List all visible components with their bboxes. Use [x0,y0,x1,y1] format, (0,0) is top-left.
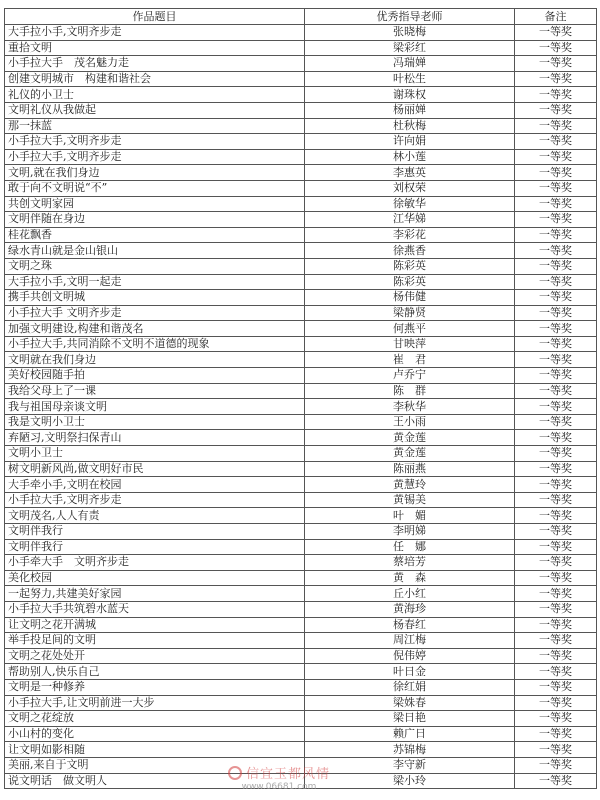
work-title-cell: 弃陋习,文明祭扫保青山 [5,430,305,446]
work-title-cell: 文明伴我行 [5,524,305,540]
work-title-cell: 美好校园随手拍 [5,368,305,384]
note-cell: 一等奖 [515,196,597,212]
work-title-cell: 文明是一种修养 [5,679,305,695]
note-cell: 一等奖 [515,492,597,508]
work-title-cell: 文明礼仪从我做起 [5,102,305,118]
header-teacher: 优秀指导老师 [305,9,515,25]
note-cell: 一等奖 [515,679,597,695]
note-cell: 一等奖 [515,570,597,586]
note-cell: 一等奖 [515,149,597,165]
teacher-cell: 刘权荣 [305,180,515,196]
table-row [5,757,597,773]
teacher-cell: 蔡培芳 [305,555,515,571]
teacher-cell: 徐燕香 [305,243,515,259]
note-cell: 一等奖 [515,134,597,150]
note-cell: 一等奖 [515,601,597,617]
work-title-cell: 举手投足间的文明 [5,633,305,649]
note-cell: 一等奖 [515,586,597,602]
note-cell: 一等奖 [515,711,597,727]
header-row [5,9,597,25]
note-cell: 一等奖 [515,446,597,462]
teacher-cell: 苏锦梅 [305,742,515,758]
table-row [5,368,597,384]
work-title-cell: 说文明话 做文明人 [5,773,305,789]
note-cell: 一等奖 [515,508,597,524]
work-title-cell: 小手拉大手 文明齐步走 [5,305,305,321]
table-row [5,539,597,555]
teacher-cell: 李彩花 [305,227,515,243]
header-title: 作品题目 [5,9,305,25]
work-title-cell: 我给父母上了一课 [5,383,305,399]
table-row [5,165,597,181]
teacher-cell: 黄金莲 [305,446,515,462]
note-cell: 一等奖 [515,399,597,415]
table-row [5,726,597,742]
note-cell: 一等奖 [515,477,597,493]
work-title-cell: 加强文明建设,构建和谐茂名 [5,321,305,337]
table-row [5,617,597,633]
watermark-url: www.06681.com [241,782,317,792]
teacher-cell: 赖广日 [305,726,515,742]
table-row [5,87,597,103]
work-title-cell: 小山村的变化 [5,726,305,742]
teacher-cell: 黄 森 [305,570,515,586]
teacher-cell: 林小莲 [305,149,515,165]
work-title-cell: 礼仪的小卫士 [5,87,305,103]
table-row [5,25,597,41]
table-row [5,711,597,727]
teacher-cell: 倪伟婷 [305,648,515,664]
note-cell: 一等奖 [515,336,597,352]
table-row [5,601,597,617]
work-title-cell: 文明伴随在身边 [5,212,305,228]
work-title-cell: 美丽,来自于文明 [5,757,305,773]
teacher-cell: 任 娜 [305,539,515,555]
note-cell: 一等奖 [515,274,597,290]
teacher-cell: 梁小玲 [305,773,515,789]
work-title-cell: 小手牵大手 文明齐步走 [5,555,305,571]
note-cell: 一等奖 [515,368,597,384]
work-title-cell: 那一抹蓝 [5,118,305,134]
note-cell: 一等奖 [515,305,597,321]
table-row [5,679,597,695]
work-title-cell: 重拾文明 [5,40,305,56]
table-row [5,773,597,789]
teacher-cell: 杨春红 [305,617,515,633]
teacher-cell: 梁静贤 [305,305,515,321]
work-title-cell: 共创文明家园 [5,196,305,212]
table-row [5,149,597,165]
teacher-cell: 叶 媚 [305,508,515,524]
teacher-cell: 张晓梅 [305,25,515,41]
teacher-cell: 叶松生 [305,71,515,87]
note-cell: 一等奖 [515,633,597,649]
work-title-cell: 小手拉大手,文明齐步走 [5,134,305,150]
teacher-cell: 黄金莲 [305,430,515,446]
teacher-cell: 崔 君 [305,352,515,368]
note-cell: 一等奖 [515,87,597,103]
work-title-cell: 帮助别人,快乐自己 [5,664,305,680]
work-title-cell: 敢于向不文明说“不” [5,180,305,196]
award-sheet [4,8,596,789]
note-cell: 一等奖 [515,757,597,773]
note-cell: 一等奖 [515,648,597,664]
table-row [5,430,597,446]
work-title-cell: 文明,就在我们身边 [5,165,305,181]
work-title-cell: 文明之珠 [5,258,305,274]
note-cell: 一等奖 [515,290,597,306]
teacher-cell: 黄海珍 [305,601,515,617]
note-cell: 一等奖 [515,212,597,228]
table-row [5,383,597,399]
note-cell: 一等奖 [515,165,597,181]
note-cell: 一等奖 [515,383,597,399]
table-row [5,212,597,228]
header-note: 备注 [515,9,597,25]
teacher-cell: 黄慧玲 [305,477,515,493]
note-cell: 一等奖 [515,102,597,118]
note-cell: 一等奖 [515,71,597,87]
table-row [5,40,597,56]
teacher-cell: 丘小红 [305,586,515,602]
table-row [5,664,597,680]
table-row [5,290,597,306]
teacher-cell: 徐红娟 [305,679,515,695]
work-title-cell: 文明茂名,人人有责 [5,508,305,524]
watermark-text: 信宜玉都风情 [246,767,331,782]
teacher-cell: 甘映萍 [305,336,515,352]
teacher-cell: 何燕平 [305,321,515,337]
work-title-cell: 小手拉大手,共同消除不文明不道德的现象 [5,336,305,352]
table-row [5,274,597,290]
table-row [5,570,597,586]
teacher-cell: 冯瑞婵 [305,56,515,72]
table-row [5,508,597,524]
work-title-cell: 我与祖国母亲谈文明 [5,399,305,415]
work-title-cell: 文明就在我们身边 [5,352,305,368]
work-title-cell: 文明之花绽放 [5,711,305,727]
teacher-cell: 李明娣 [305,524,515,540]
teacher-cell: 梁姝春 [305,695,515,711]
teacher-cell: 杜秋梅 [305,118,515,134]
work-title-cell: 绿水青山就是金山银山 [5,243,305,259]
table-row [5,524,597,540]
table-row [5,586,597,602]
note-cell: 一等奖 [515,773,597,789]
note-cell: 一等奖 [515,227,597,243]
table-row [5,492,597,508]
note-cell: 一等奖 [515,617,597,633]
work-title-cell: 文明之花处处开 [5,648,305,664]
work-title-cell: 携手共创文明城 [5,290,305,306]
teacher-cell: 叶日金 [305,664,515,680]
note-cell: 一等奖 [515,664,597,680]
table-row [5,742,597,758]
work-title-cell: 一起努力,共建美好家园 [5,586,305,602]
table-row [5,352,597,368]
table-row [5,180,597,196]
note-cell: 一等奖 [515,539,597,555]
note-cell: 一等奖 [515,25,597,41]
work-title-cell: 文明小卫士 [5,446,305,462]
note-cell: 一等奖 [515,726,597,742]
table-row [5,243,597,259]
note-cell: 一等奖 [515,243,597,259]
table-row [5,321,597,337]
work-title-cell: 我是文明小卫士 [5,414,305,430]
work-title-cell: 让文明如影相随 [5,742,305,758]
work-title-cell: 小手拉大手,让文明前进一大步 [5,695,305,711]
teacher-cell: 黄锡美 [305,492,515,508]
note-cell: 一等奖 [515,118,597,134]
work-title-cell: 大手牵小手,文明在校园 [5,477,305,493]
work-title-cell: 大手拉小手,文明齐步走 [5,25,305,41]
teacher-cell: 周江梅 [305,633,515,649]
table-row [5,134,597,150]
note-cell: 一等奖 [515,40,597,56]
teacher-cell: 李秋华 [305,399,515,415]
teacher-cell: 梁日艳 [305,711,515,727]
work-title-cell: 小手拉大手,文明齐步走 [5,149,305,165]
work-title-cell: 创建文明城市 构建和谐社会 [5,71,305,87]
table-row [5,258,597,274]
work-title-cell: 文明伴我行 [5,539,305,555]
table-row [5,461,597,477]
note-cell: 一等奖 [515,352,597,368]
teacher-cell: 陈丽燕 [305,461,515,477]
table-row [5,633,597,649]
teacher-cell: 谢珠权 [305,87,515,103]
table-row [5,305,597,321]
note-cell: 一等奖 [515,524,597,540]
teacher-cell: 王小雨 [305,414,515,430]
teacher-cell: 江华娣 [305,212,515,228]
teacher-cell: 徐敏华 [305,196,515,212]
note-cell: 一等奖 [515,321,597,337]
work-title-cell: 让文明之花开满城 [5,617,305,633]
table-row [5,336,597,352]
work-title-cell: 小手拉大手共筑碧水蓝天 [5,601,305,617]
work-title-cell: 小手拉大手,文明齐步走 [5,492,305,508]
note-cell: 一等奖 [515,695,597,711]
table-row [5,477,597,493]
table-row [5,196,597,212]
table-row [5,227,597,243]
teacher-cell: 许向娟 [305,134,515,150]
table-row [5,446,597,462]
note-cell: 一等奖 [515,461,597,477]
work-title-cell: 大手拉小手,文明一起走 [5,274,305,290]
table-row [5,102,597,118]
note-cell: 一等奖 [515,555,597,571]
work-title-cell: 美化校园 [5,570,305,586]
table-row [5,555,597,571]
teacher-cell: 杨伟健 [305,290,515,306]
table-row [5,648,597,664]
note-cell: 一等奖 [515,56,597,72]
note-cell: 一等奖 [515,180,597,196]
work-title-cell: 桂花飘香 [5,227,305,243]
note-cell: 一等奖 [515,258,597,274]
table-row [5,118,597,134]
teacher-cell: 李惠英 [305,165,515,181]
award-table [4,8,597,789]
table-row [5,414,597,430]
teacher-cell: 陈 群 [305,383,515,399]
teacher-cell: 梁彩红 [305,40,515,56]
table-row [5,399,597,415]
work-title-cell: 树文明新风尚,做文明好市民 [5,461,305,477]
teacher-cell: 卢乔宁 [305,368,515,384]
teacher-cell: 陈彩英 [305,274,515,290]
note-cell: 一等奖 [515,414,597,430]
work-title-cell: 小手拉大手 茂名魅力走 [5,56,305,72]
table-row [5,695,597,711]
note-cell: 一等奖 [515,430,597,446]
note-cell: 一等奖 [515,742,597,758]
teacher-cell: 陈彩英 [305,258,515,274]
table-row [5,56,597,72]
table-row [5,71,597,87]
teacher-cell: 李守新 [305,757,515,773]
teacher-cell: 杨丽婵 [305,102,515,118]
